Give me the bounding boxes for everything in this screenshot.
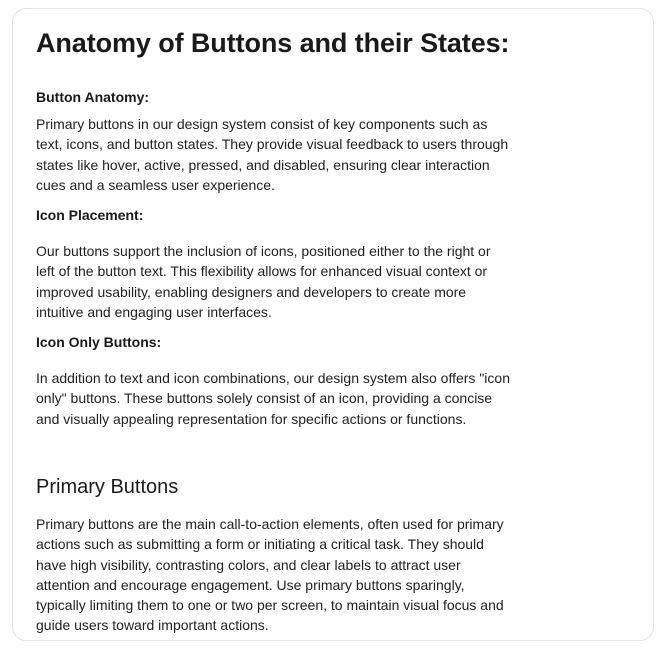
section-body-icon-placement: Our buttons support the inclusion of icons, positioned either to the right or left of the button text. This flexibility allows for enhanced visual context or improved usability, enabling designers and developers to create more intuitive and engaging user interfaces.: [36, 243, 491, 320]
section-heading-icon-placement: Icon Placement:: [36, 207, 144, 223]
section-body-icon-only-buttons: In addition to text and icon combinations, our design system also offers "icon only" buttons. These buttons solely consist of an icon, providing a concise and visually appealing representation for specific actions or functions.: [36, 370, 510, 427]
section-body-button-anatomy: Primary buttons in our design system consist of key components such as text, icons, and button states. They provide visual feedback to users through states like hover, active, pressed, and disabled, ensuring clear interaction cues and a seamless user experience.: [36, 116, 509, 193]
content-card: [12, 8, 654, 641]
page-title: Anatomy of Buttons and their States:: [36, 28, 510, 58]
primary-buttons-body: Primary buttons are the main call-to-action elements, often used for primary actions such as submitting a form or initiating a critical task. They should have high visibility, contrasting colors, and clear labels to attract user attention and encourage engagement. Use primary buttons sparingly, typically limiting them to one or two per screen, to maintain visual focus and guide users toward important actions.: [36, 516, 504, 634]
section-heading-button-anatomy: Button Anatomy:: [36, 89, 150, 105]
section-heading-icon-only-buttons: Icon Only Buttons:: [36, 334, 162, 350]
primary-buttons-heading: Primary Buttons: [36, 476, 179, 498]
